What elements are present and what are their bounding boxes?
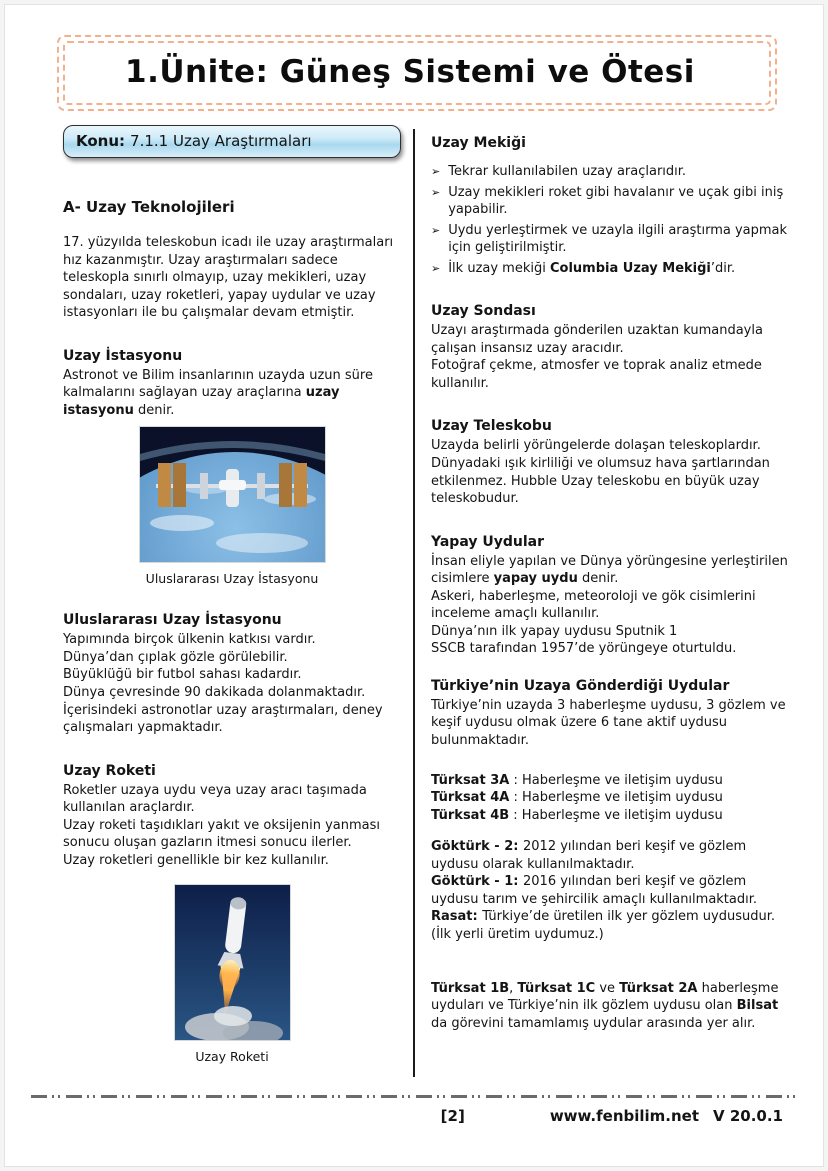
unit-title: 1.Ünite: Güneş Sistemi ve Ötesi — [125, 54, 695, 90]
worksheet-page — [4, 4, 824, 1167]
iss-facts — [63, 631, 401, 736]
turksat-line: Türksat 4A : Haberleşme ve iletişim uydusu — [431, 790, 723, 806]
bullet-item — [431, 260, 791, 278]
bullet-text: Tekrar kullanılabilen uzay araçlarıdır. — [448, 164, 687, 179]
telescope-line: Uzayda belirli yörüngelerde dolaşan teleskoplardır. — [431, 438, 761, 454]
section-a-heading: A- Uzay Teknolojileri — [63, 198, 235, 216]
gokturk-list — [431, 838, 791, 943]
turkey-intro: Türkiye’nin uzayda 3 haberleşme uydusu, 3 gözlem ve keşif uydusu olmak üzere 6 tane aktif uydusu bulunmaktadır. — [431, 697, 786, 749]
rocket-line: Uzay roketleri genellikle bir kez kullanılır. — [63, 852, 329, 868]
iss-caption: Uluslararası Uzay İstasyonu — [145, 571, 319, 587]
telescope-text — [431, 437, 791, 507]
topic-label: Konu: — [76, 132, 126, 150]
page-number: [2] — [440, 1107, 465, 1125]
iss-photo — [140, 427, 325, 562]
bullet-arrow-icon: ➢ — [431, 261, 441, 275]
rocket-text — [63, 782, 401, 870]
satellites-intro: İnsan eliyle yapılan ve Dünya yörüngesine yerleştirilen cisimlere yapay uydu denir. — [431, 553, 788, 587]
bullet-arrow-icon: ➢ — [431, 185, 441, 199]
column-divider — [413, 129, 415, 1077]
iss-fact: Yapımında birçok ülkenin katkısı vardır. — [63, 632, 316, 648]
rocket-heading: Uzay Roketi — [63, 762, 156, 779]
intro-paragraph: 17. yüzyılda teleskobun icadı ile uzay araştırmaları hız kazanmıştır. Uzay araştırmaları sadece teleskopla sınırlı olmayıp, uzay mekikleri, uzay sondaları, uzay roketleri, yapay uydular ve uzay istasyonları ile bu çalışmalar devam etmiştir. — [63, 235, 394, 321]
turksat-line: Türksat 4B : Haberleşme ve iletişim uydusu — [431, 807, 723, 823]
iss-fact: Dünya’dan çıplak gözle görülebilir. — [63, 649, 288, 665]
footer — [441, 1107, 783, 1125]
iss-photo-illustration — [140, 427, 325, 562]
rocket-caption: Uzay Roketi — [195, 1049, 269, 1065]
gokturk-line: Göktürk - 1: 2016 yılından beri keşif ve gözlem uydusu tarım ve şehircilik amaçlı kullanılmaktadır. — [431, 874, 758, 907]
iss-fact: Dünya çevresinde 90 dakikada dolanmaktadır. — [63, 685, 366, 701]
bullet-arrow-icon: ➢ — [431, 223, 441, 237]
telescope-line: Dünyadaki ışık kirliliği ve olumsuz hava şartlarından etkilenmez. Hubble Uzay teleskobu en büyük uzay teleskobudur. — [431, 456, 770, 507]
satellites-text — [431, 553, 791, 658]
probe-heading: Uzay Sondası — [431, 303, 536, 320]
telescope-heading: Uzay Teleskobu — [431, 418, 552, 435]
bullet-arrow-icon: ➢ — [431, 165, 441, 178]
satellites-line: Dünya’nın ilk yapay uydusu Sputnik 1 — [431, 623, 678, 639]
topic-value: 7.1.1 Uzay Araştırmaları — [130, 132, 312, 150]
shuttle-heading: Uzay Mekiği — [431, 135, 526, 151]
rocket-line: Roketler uzaya uydu veya uzay aracı taşımada kullanılan araçlardır. — [63, 782, 367, 816]
bullet-text: Uydu yerleştirmek ve uzayla ilgili araştırma yapmak için geliştirilmiştir. — [448, 222, 788, 256]
probe-text — [431, 322, 791, 392]
bullet-item — [431, 222, 791, 257]
rocket-photo — [175, 885, 290, 1040]
site-credit — [550, 1107, 783, 1125]
site-url: www.fenbilim.net — [549, 1107, 700, 1125]
right-column — [431, 125, 791, 1032]
turkey-heading: Türkiye’nin Uzaya Gönderdiği Uydular — [431, 677, 730, 694]
iss-fact: İçerisindeki astronotlar uzay araştırmaları, deney çalışmaları yapmaktadır. — [63, 702, 383, 736]
iss-heading: Uluslararası Uzay İstasyonu — [63, 612, 282, 629]
satellites-line: Askeri, haberleşme, meteoroloji ve gök cisimlerini inceleme amaçlı kullanılır. — [431, 588, 756, 622]
footer-divider — [31, 1095, 797, 1098]
space-station-heading: Uzay İstasyonu — [63, 347, 183, 364]
probe-line: Fotoğraf çekme, atmosfer ve toprak analiz etmede kullanılır. — [431, 358, 762, 391]
unit-title-inner-frame — [63, 41, 771, 105]
rocket-photo-illustration — [175, 885, 290, 1040]
rasat-line: Rasat: Türkiye’de üretilen ilk yer gözlem uydusudur.(İlk yerli üretim uydumuz.) — [431, 909, 776, 942]
bullet-item — [431, 184, 791, 219]
satellites-line: SSCB tarafından 1957’de yörüngeye oturtuldu. — [431, 641, 737, 657]
iss-figure — [63, 427, 401, 586]
space-station-text: Astronot ve Bilim insanlarının uzayda uzun süre kalmalarını sağlayan uzay araçlarına uzay istasyonu denir. — [63, 367, 373, 418]
iss-fact: Büyüklüğü bir futbol sahası kadardır. — [63, 667, 302, 683]
bullet-item — [431, 163, 791, 181]
shuttle-bullet-list — [431, 163, 791, 277]
retired-satellites-paragraph: Türksat 1B, Türksat 1C ve Türksat 2A haberleşme uyduları ve Türkiye’nin ilk gözlem uydusu olan Bilsat da görevini tamamlamış uydular arasında yer alır. — [431, 980, 779, 1031]
turksat-list — [431, 772, 791, 825]
topic-box — [63, 125, 401, 158]
version-label: V 20.0.1 — [713, 1107, 783, 1125]
satellites-heading: Yapay Uydular — [431, 533, 544, 550]
left-column — [63, 125, 401, 1064]
bullet-text: İlk uzay mekiği Columbia Uzay Mekiği’dir. — [448, 260, 736, 276]
unit-title-banner — [57, 35, 777, 111]
probe-line: Uzayı araştırmada gönderilen uzaktan kumandayla çalışan insansız uzay aracıdır. — [431, 323, 763, 356]
gokturk-line: Göktürk - 2: 2012 yılından beri keşif ve gözlem uydusu olarak kullanılmaktadır. — [431, 839, 747, 872]
bullet-text: Uzay mekikleri roket gibi havalanır ve uçak gibi iniş yapabilir. — [448, 184, 784, 218]
rocket-figure — [63, 885, 401, 1064]
turksat-line: Türksat 3A : Haberleşme ve iletişim uydusu — [431, 772, 723, 788]
rocket-line: Uzay roketi taşıdıkları yakıt ve oksijenin yanması sonucu oluşan gazların itmesi sonucu ilerler. — [63, 817, 381, 851]
